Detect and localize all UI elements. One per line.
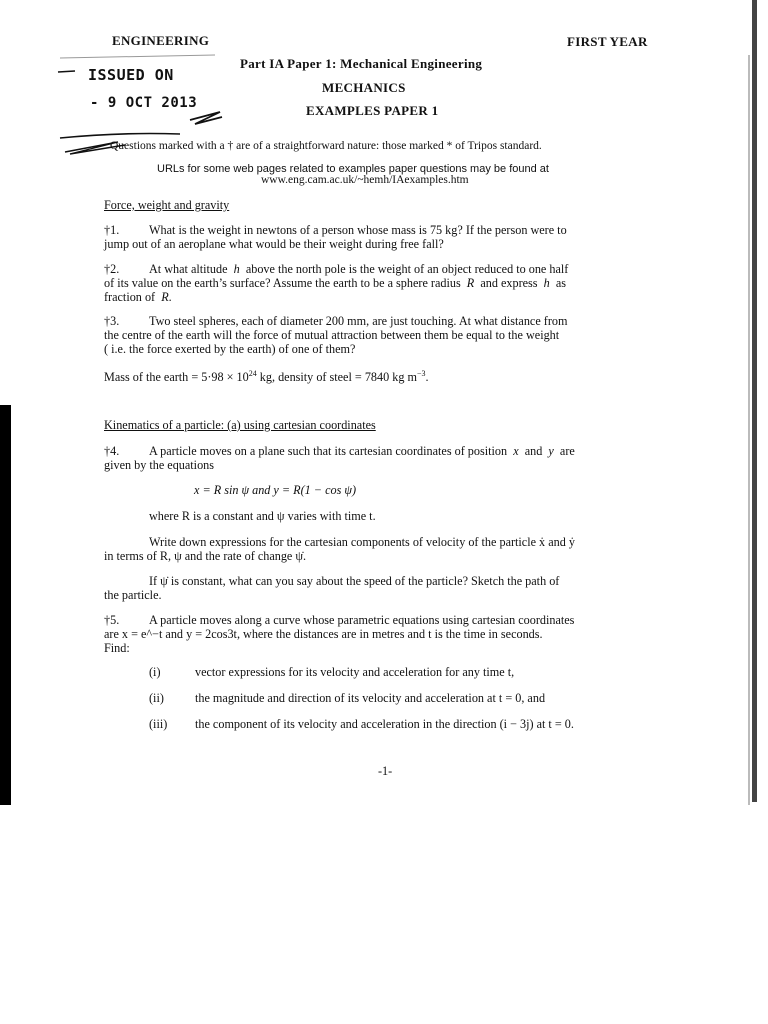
- examples-title: EXAMPLES PAPER 1: [306, 103, 439, 118]
- q4-num: †4.: [104, 444, 120, 458]
- header-left: ENGINEERING: [112, 33, 210, 48]
- subject-title: MECHANICS: [322, 80, 406, 95]
- section1-title: Force, weight and gravity: [104, 198, 230, 212]
- q2-line2: of its value on the earth’s surface? Assume the earth to be a sphere radius R and express h as: [104, 276, 566, 290]
- questions-note: Questions marked with a † are of a straightforward nature: those marked * of Tripos standard.: [110, 140, 542, 152]
- urls-line2: www.eng.cam.ac.uk/~hemh/IAexamples.htm: [261, 174, 469, 186]
- q3-mass-density: Mass of the earth = $5\cdot 98 \times 10^{24}$ kg, density of steel = 7840 kg $m^{-3}$.: [104, 369, 429, 385]
- q5-item-text: vector expressions for its velocity and acceleration for any time t,: [195, 665, 515, 679]
- q5-item-label: (ii): [149, 691, 164, 705]
- q4-line2: given by the equations: [104, 458, 215, 472]
- q5-item-label: (i): [149, 665, 161, 679]
- q5-line2: are x = e^−t and y = 2cos3t, where the distances are in metres and t is the time in seconds.: [104, 627, 543, 641]
- q5-find: Find:: [104, 641, 130, 655]
- scan-edge-left: [0, 405, 11, 805]
- q4-write-line1: Write down expressions for the cartesian components of velocity of the particle ẋ and ẏ: [149, 535, 575, 549]
- q4-if-line1: If ψ̇ is constant, what can you say about the speed of the particle? Sketch the path of: [149, 574, 560, 588]
- q5-item-label: (iii): [149, 717, 168, 731]
- q2-line3: fraction of R.: [104, 290, 172, 304]
- issued-date-stamp: - 9 OCT 2013: [90, 95, 198, 111]
- q3-line1: Two steel spheres, each of diameter 200 mm, are just touching. At what distance from: [149, 314, 568, 328]
- q2-line1: At what altitude h above the north pole is the weight of an object reduced to one half: [149, 262, 569, 276]
- q1-line2: jump out of an aeroplane what would be their weight during free fall?: [104, 237, 444, 251]
- q5-num: †5.: [104, 613, 120, 627]
- q4-equation: x = R sin ψ and y = R(1 − cos ψ): [194, 483, 356, 497]
- q1-num: †1.: [104, 223, 120, 237]
- urls-line1: URLs for some web pages related to examples paper questions may be found at: [157, 163, 549, 175]
- q4-write-line2: in terms of R, ψ and the rate of change ψ̇.: [104, 549, 307, 563]
- q4-where: where R is a constant and ψ varies with time t.: [149, 509, 376, 523]
- issued-stamp: ISSUED ON: [88, 66, 174, 84]
- q2-num: †2.: [104, 262, 120, 276]
- section2-title: Kinematics of a particle: (a) using cartesian coordinates: [104, 418, 376, 432]
- q3-line3: ( i.e. the force exerted by the earth) of one of them?: [104, 342, 356, 356]
- page-number: -1-: [378, 764, 393, 778]
- paper-title: Part IA Paper 1: Mechanical Engineering: [240, 56, 483, 71]
- header-right: FIRST YEAR: [567, 34, 648, 49]
- q4-if-line2: the particle.: [104, 588, 162, 602]
- q4-line1: A particle moves on a plane such that its cartesian coordinates of position x and y are: [149, 444, 575, 458]
- scan-edge-right: [752, 0, 757, 802]
- q3-num: †3.: [104, 314, 120, 328]
- q5-item-text: the magnitude and direction of its velocity and acceleration at t = 0, and: [195, 691, 546, 705]
- q5-line1: A particle moves along a curve whose parametric equations using cartesian coordinates: [149, 613, 575, 627]
- q3-line2: the centre of the earth will the force of mutual attraction between them be equal to the weight: [104, 328, 560, 342]
- scan-edge-right-shadow: [748, 55, 750, 805]
- q1-line1: What is the weight in newtons of a person whose mass is 75 kg? If the person were to: [149, 223, 567, 237]
- q5-item-text: the component of its velocity and acceleration in the direction (i − 3j) at t = 0.: [195, 717, 574, 731]
